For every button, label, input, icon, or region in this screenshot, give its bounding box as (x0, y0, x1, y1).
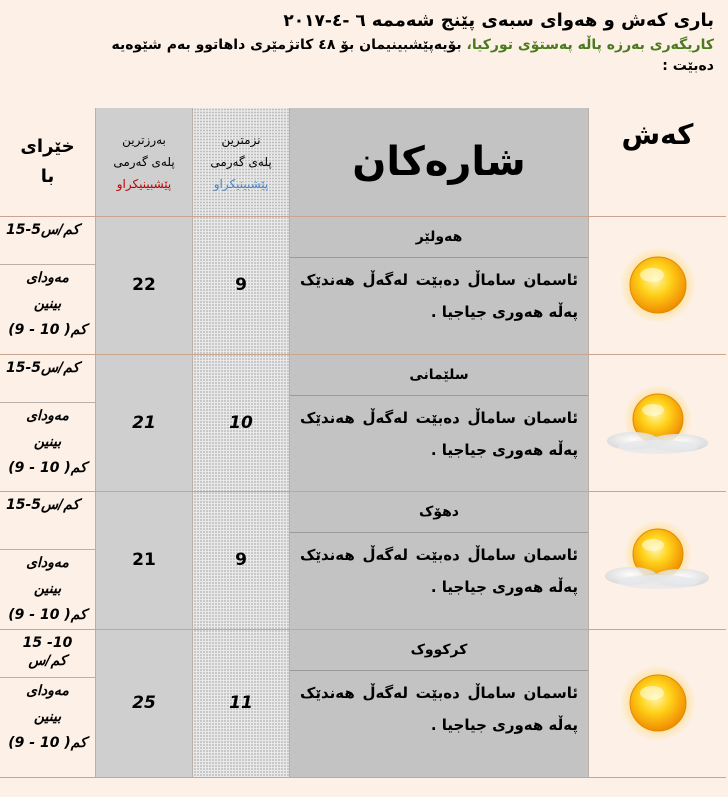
min-temp: 9 (193, 216, 290, 354)
page-title: باری کەش و هەوای سبەی پێنج شەممە٦ -٤-٢٠١٧ (283, 10, 714, 31)
wind-cell (0, 216, 96, 354)
city-name: کرکووک (290, 630, 588, 671)
wind-speed: 15-5کم/س (0, 492, 95, 550)
city-name: هەولێر (290, 217, 588, 258)
max-temp: 21 (96, 354, 193, 491)
wind-cell (0, 629, 96, 777)
page-header (0, 8, 718, 76)
table-row (0, 629, 726, 777)
table-row (0, 354, 726, 491)
wind-cell (0, 354, 96, 491)
max-temp: 21 (96, 491, 193, 629)
wind-cell (0, 491, 96, 629)
wind-speed: 15-5کم/س (0, 217, 95, 265)
wind-header-l1: خێرای (20, 135, 75, 157)
min-header-l1: نزمترین (221, 132, 261, 147)
cities-header: شارەکان (290, 108, 589, 216)
forecast-table (0, 108, 726, 778)
max-temp: 22 (96, 216, 193, 354)
weather-header: کەش (589, 108, 727, 216)
forecast-date: ٦ -٤-٢٠١٧ (283, 11, 366, 31)
city-cell (290, 354, 589, 491)
sun-cloud-icon (603, 383, 713, 463)
summary-end: دەبێت : (662, 58, 714, 74)
sun-icon (618, 245, 698, 325)
city-forecast-text: ئاسمان ساماڵ دەبێت لەگەڵ هەندێک پەڵە هەوری جیاجیا . (300, 270, 578, 321)
wind-speed: 15-5کم/س (0, 355, 95, 403)
max-header-l3: پێشبینیکراو (116, 176, 172, 191)
weather-icon-cell (589, 354, 727, 491)
min-temp: 11 (193, 629, 290, 777)
weather-icon-cell (589, 216, 727, 354)
city-cell (290, 629, 589, 777)
max-header-l1: بەرزترین (122, 132, 166, 147)
max-header-l2: پلەی گەرمی (113, 154, 175, 169)
sun-icon (618, 663, 698, 743)
min-temp: 9 (193, 491, 290, 629)
table-header-row (0, 108, 726, 216)
city-forecast-text: ئاسمان ساماڵ دەبێت لەگەڵ هەندێک پەڵە هەوری جیاجیا . (300, 683, 578, 734)
city-name: دهۆک (290, 492, 588, 533)
city-cell (290, 491, 589, 629)
city-forecast-text: ئاسمان ساماڵ دەبێت لەگەڵ هەندێک پەڵە هەوری جیاجیا . (300, 545, 578, 596)
min-temp-header (193, 108, 290, 216)
table-row (0, 491, 726, 629)
weather-icon-cell (589, 629, 727, 777)
max-temp: 25 (96, 629, 193, 777)
min-temp: 10 (193, 354, 290, 491)
visibility: مەودای بینین (9 - 10 )کم (8, 554, 87, 623)
wind-header (0, 108, 96, 216)
min-header-l2: پلەی گەرمی (210, 154, 272, 169)
city-cell (290, 216, 589, 354)
visibility: مەودای بینین (9 - 10 )کم (8, 407, 87, 476)
wind-header-l2: با (40, 165, 55, 187)
city-forecast-text: ئاسمان ساماڵ دەبێت لەگەڵ هەندێک پەڵە هەوری جیاجیا . (300, 408, 578, 459)
weather-icon-cell (589, 491, 727, 629)
summary-text: بۆیەپێشبینیمان بۆ ٤٨ کاتژمێری داهاتوو بەم شێوەیە (111, 37, 462, 53)
min-header-l3: پێشبینیکراو (213, 176, 269, 191)
summary-highlight: کاریگەری بەرزە پاڵە پەستۆی تورکیا، (466, 37, 714, 53)
forecast-summary (0, 34, 718, 56)
sun-cloud-icon (603, 520, 713, 600)
visibility: مەودای بینین (9 - 10 )کم (8, 269, 87, 338)
max-temp-header (96, 108, 193, 216)
table-row (0, 216, 726, 354)
wind-speed: 15 -10 کم/س (0, 630, 95, 678)
visibility: مەودای بینین (9 - 10 )کم (8, 682, 87, 751)
city-name: سلێمانی (290, 355, 588, 396)
